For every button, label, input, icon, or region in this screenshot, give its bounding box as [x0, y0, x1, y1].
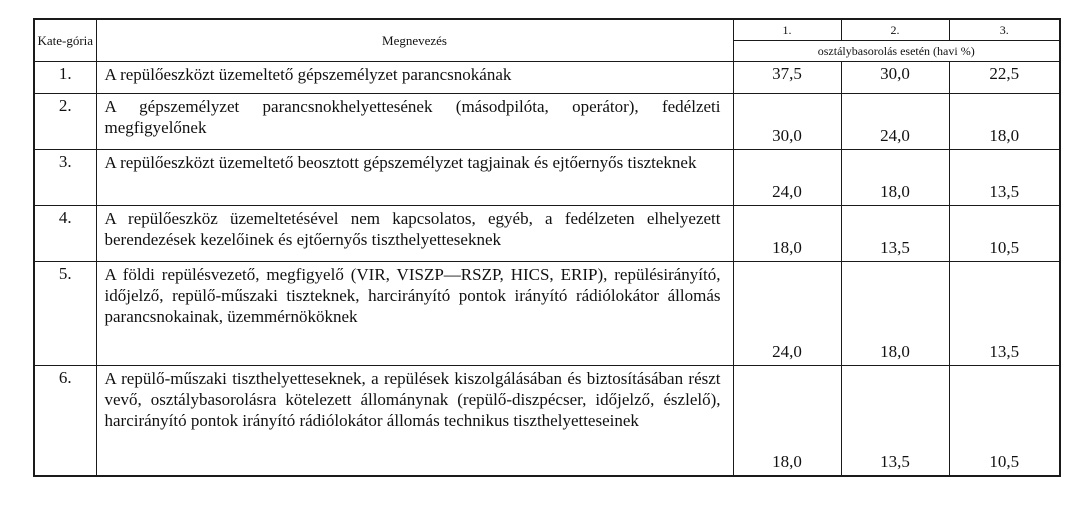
row-category: 6.: [34, 366, 96, 476]
row-description: A repülőeszközt üzemeltető gépszemélyzet parancsnokának: [96, 62, 733, 94]
row-value-2: 18,0: [841, 262, 949, 366]
table-row: [34, 206, 1060, 262]
table-row: [34, 150, 1060, 206]
header-subheader: osztálybasorolás esetén (havi %): [733, 41, 1060, 62]
row-value-1: 37,5: [733, 62, 841, 94]
row-value-1: 24,0: [733, 262, 841, 366]
header-category-label: Kate-gória: [37, 33, 94, 48]
row-category: 4.: [34, 206, 96, 262]
classification-table: [33, 18, 1061, 477]
row-value-3: 13,5: [949, 150, 1060, 206]
header-column-1: 1.: [733, 19, 841, 41]
row-value-2: 30,0: [841, 62, 949, 94]
header-category: [34, 19, 96, 62]
row-value-1: 24,0: [733, 150, 841, 206]
row-value-3: 13,5: [949, 262, 1060, 366]
row-description: A repülőeszköz üzemeltetésével nem kapcsolatos, egyéb, a fedélzeten elhelyezett berendezések kezelőinek és ejtőernyős tiszthelyetteseknek: [96, 206, 733, 262]
header-row: [34, 19, 1060, 41]
row-category: 5.: [34, 262, 96, 366]
row-description: A repülő-műszaki tiszthelyetteseknek, a repülések kiszolgálásában és biztosításában részt vevő, osztálybasorolásra kötelezett állománynak (repülő-diszpécser, időjelző, észlelő), harcirányító pontok irányító rádiólokátor állomás technikus tiszthelyetteseinek: [96, 366, 733, 476]
header-column-2: 2.: [841, 19, 949, 41]
table-row: [34, 262, 1060, 366]
row-value-2: 24,0: [841, 94, 949, 150]
header-column-3: 3.: [949, 19, 1060, 41]
row-description: A földi repülésvezető, megfigyelő (VIR, VISZP—RSZP, HICS, ERIP), repülésirányító, időjelző, repülő-műszaki tiszteknek, harcirányító pontok irányító rádiólokátor állomás parancsnokainak, üzemmérnököknek: [96, 262, 733, 366]
row-value-3: 18,0: [949, 94, 1060, 150]
row-description: A repülőeszközt üzemeltető beosztott gépszemélyzet tagjainak és ejtőernyős tiszteknek: [96, 150, 733, 206]
row-category: 1.: [34, 62, 96, 94]
row-value-1: 18,0: [733, 366, 841, 476]
row-value-3: 10,5: [949, 206, 1060, 262]
row-description: A gépszemélyzet parancsnokhelyettesének (másodpilóta, operátor), fedélzeti megfigyelőnek: [96, 94, 733, 150]
row-category: 2.: [34, 94, 96, 150]
row-value-2: 13,5: [841, 366, 949, 476]
table-row: [34, 366, 1060, 476]
row-category: 3.: [34, 150, 96, 206]
row-value-2: 13,5: [841, 206, 949, 262]
table-row: [34, 62, 1060, 94]
row-value-1: 30,0: [733, 94, 841, 150]
row-value-3: 22,5: [949, 62, 1060, 94]
row-value-2: 18,0: [841, 150, 949, 206]
row-value-1: 18,0: [733, 206, 841, 262]
table-row: [34, 94, 1060, 150]
row-value-3: 10,5: [949, 366, 1060, 476]
header-name: Megnevezés: [96, 19, 733, 62]
